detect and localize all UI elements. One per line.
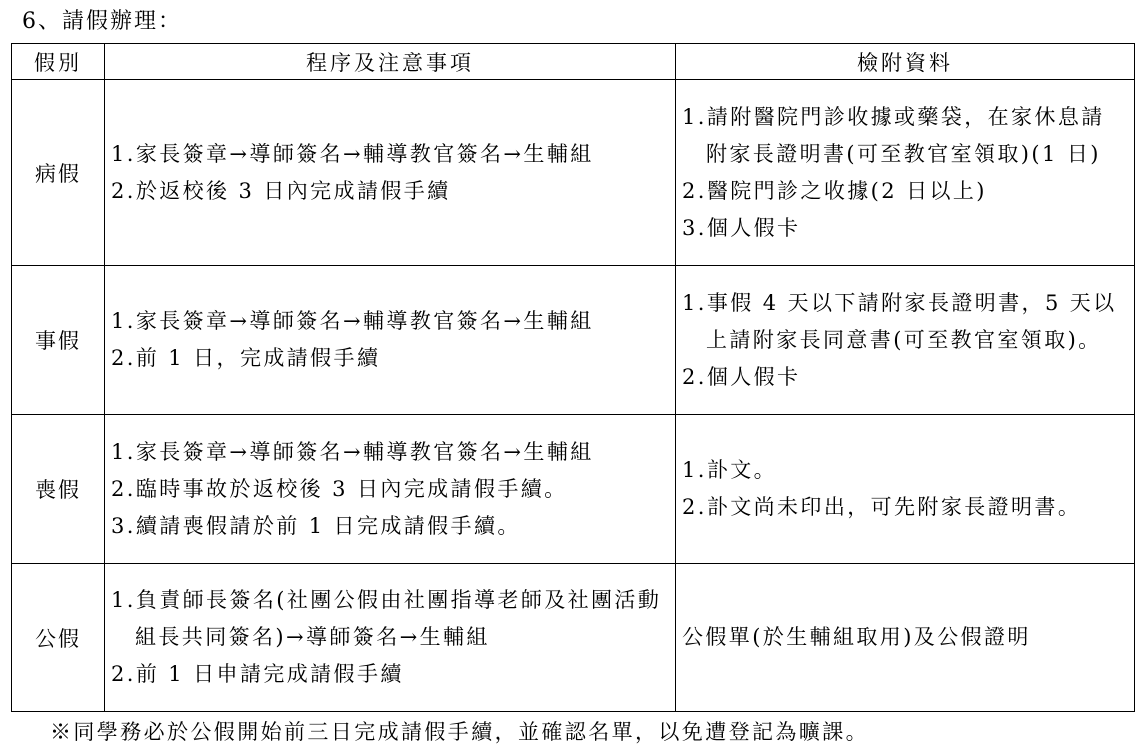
document-item: 2.個人假卡	[682, 364, 801, 389]
documents-cell	[676, 80, 1135, 266]
table-row-official-leave	[12, 564, 1135, 712]
procedure-item: 2.於返校後 3 日內完成請假手續	[111, 178, 451, 203]
table-header-row	[12, 44, 1135, 80]
header-documents: 檢附資料	[676, 44, 1135, 80]
document-item: 1.請附醫院門診收據或藥袋，在家休息請附家長證明書(可至教官室領取)(1 日)	[682, 104, 1105, 166]
document-item: 1.訃文。	[682, 458, 778, 482]
documents-cell	[676, 564, 1135, 712]
leave-type-sick: 病假	[12, 80, 105, 266]
procedure-item: 1.家長簽章→導師簽名→輔導教官簽名→生輔組	[111, 309, 594, 333]
document-item: 2.訃文尚未印出，可先附家長證明書。	[682, 495, 1082, 519]
table-row-funeral-leave	[12, 415, 1135, 564]
document-item: 2.醫院門診之收據(2 日以上)	[682, 178, 987, 203]
procedure-item: 2.前 1 日申請完成請假手續	[111, 662, 404, 686]
documents-cell	[676, 415, 1135, 564]
leave-procedure-table	[11, 43, 1135, 712]
procedure-item: 1.家長簽章→導師簽名→輔導教官簽名→生輔組	[111, 439, 594, 464]
leave-type-funeral: 喪假	[12, 415, 105, 564]
procedure-cell	[105, 564, 676, 712]
procedure-cell	[105, 80, 676, 266]
leave-type-personal: 事假	[12, 266, 105, 415]
procedure-item: 2.前 1 日，完成請假手續	[111, 346, 381, 370]
leave-type-official: 公假	[12, 564, 105, 712]
procedure-item: 3.續請喪假請於前 1 日完成請假手續。	[111, 513, 521, 538]
procedure-cell	[105, 415, 676, 564]
document-item: 3.個人假卡	[682, 215, 801, 240]
document-item: 1.事假 4 天以下請附家長證明書，5 天以上請附家長同意書(可至教官室領取)。	[682, 290, 1117, 352]
procedure-item: 1.負責師長簽名(社團公假由社團指導老師及社團活動組長共同簽名)→導師簽名→生輔組	[111, 588, 662, 649]
table-row-sick-leave	[12, 80, 1135, 266]
header-procedure: 程序及注意事項	[105, 44, 676, 80]
document-item: 公假單(於生輔組取用)及公假證明	[682, 625, 1031, 649]
procedure-cell	[105, 266, 676, 415]
table-row-personal-leave	[12, 266, 1135, 415]
procedure-item: 2.臨時事故於返校後 3 日內完成請假手續。	[111, 476, 568, 501]
documents-cell	[676, 266, 1135, 415]
section-title: 6、請假辦理：	[22, 9, 182, 34]
footnote: ※同學務必於公假開始前三日完成請假手續，並確認名單，以免遭登記為曠課。	[50, 720, 869, 744]
procedure-item: 1.家長簽章→導師簽名→輔導教官簽名→生輔組	[111, 141, 594, 166]
header-leave-type: 假別	[12, 44, 105, 80]
